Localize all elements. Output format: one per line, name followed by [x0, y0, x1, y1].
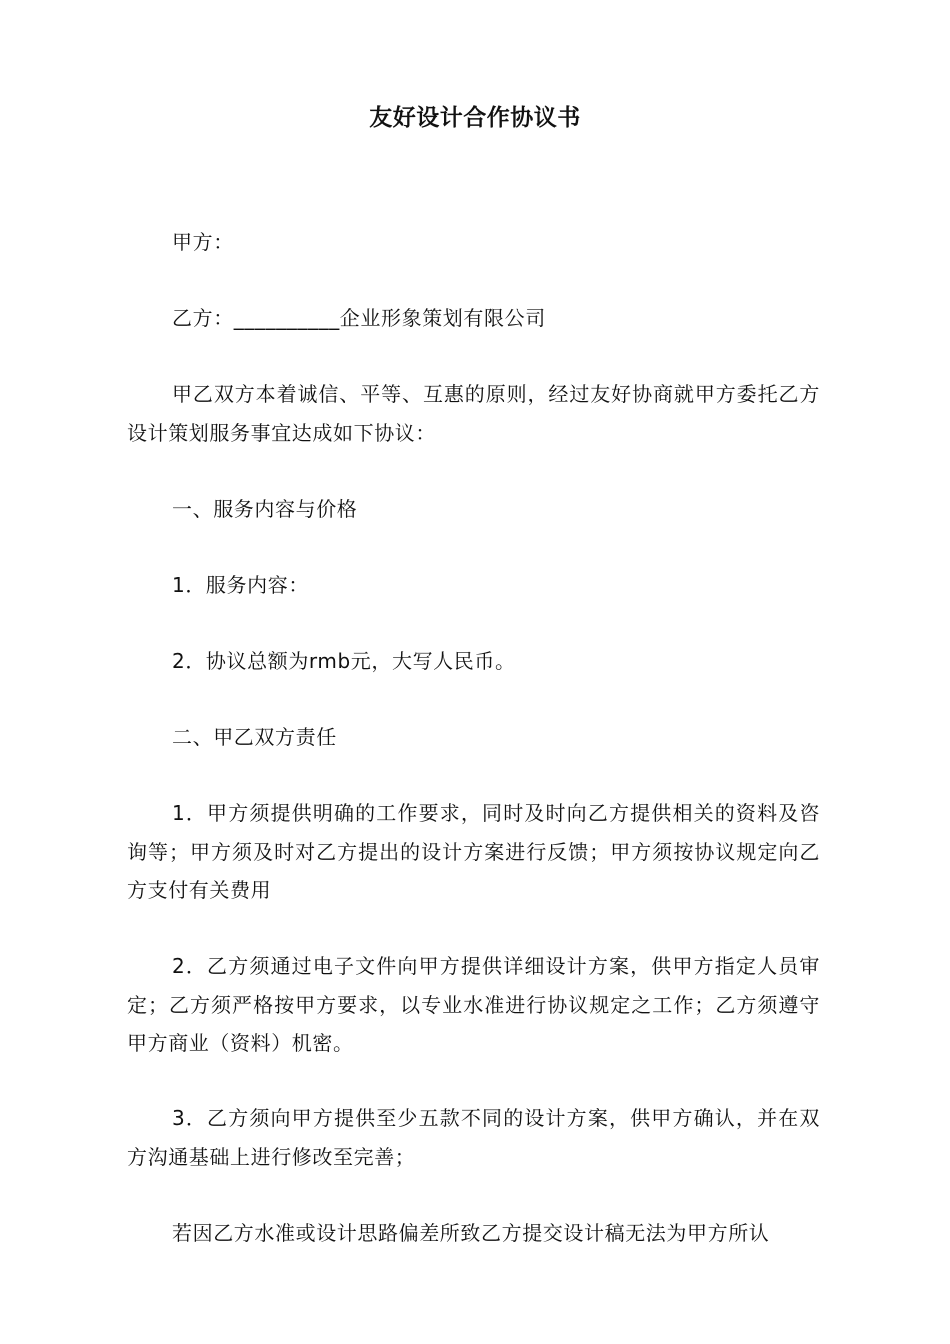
clause-2-3-continuation: 若因乙方水准或设计思路偏差所致乙方提交设计稿无法为甲方所认: [172, 1221, 770, 1245]
clause-2-2: 2．乙方须通过电子文件向甲方提供详细设计方案，供甲方指定人员审定；乙方须严格按甲方要求，以专业水准进行协议规定之工作；乙方须遵守甲方商业（资料）机密。: [127, 954, 820, 1055]
section-heading-2: 二、甲乙双方责任: [172, 725, 337, 749]
clause-1-2: 2．协议总额为rmb元，大写人民币。: [172, 649, 516, 673]
intro-paragraph: 甲乙双方本着诚信、平等、互惠的原则，经过友好协商就甲方委托乙方设计策划服务事宜达成如下协议：: [127, 382, 820, 445]
document-title: 友好设计合作协议书: [369, 105, 581, 131]
clause-1-1: 1．服务内容：: [172, 573, 309, 597]
clause-2-3: 3．乙方须向甲方提供至少五款不同的设计方案，供甲方确认，并在双方沟通基础上进行修改至完善；: [127, 1106, 820, 1169]
party-a-line: 甲方：: [172, 230, 234, 254]
section-heading-1: 一、服务内容与价格: [172, 497, 358, 521]
clause-2-1: 1．甲方须提供明确的工作要求，同时及时向乙方提供相关的资料及咨询等；甲方须及时对乙方提出的设计方案进行反馈；甲方须按协议规定向乙方支付有关费用: [127, 801, 820, 902]
party-b-line: 乙方：__________企业形象策划有限公司: [172, 306, 546, 330]
